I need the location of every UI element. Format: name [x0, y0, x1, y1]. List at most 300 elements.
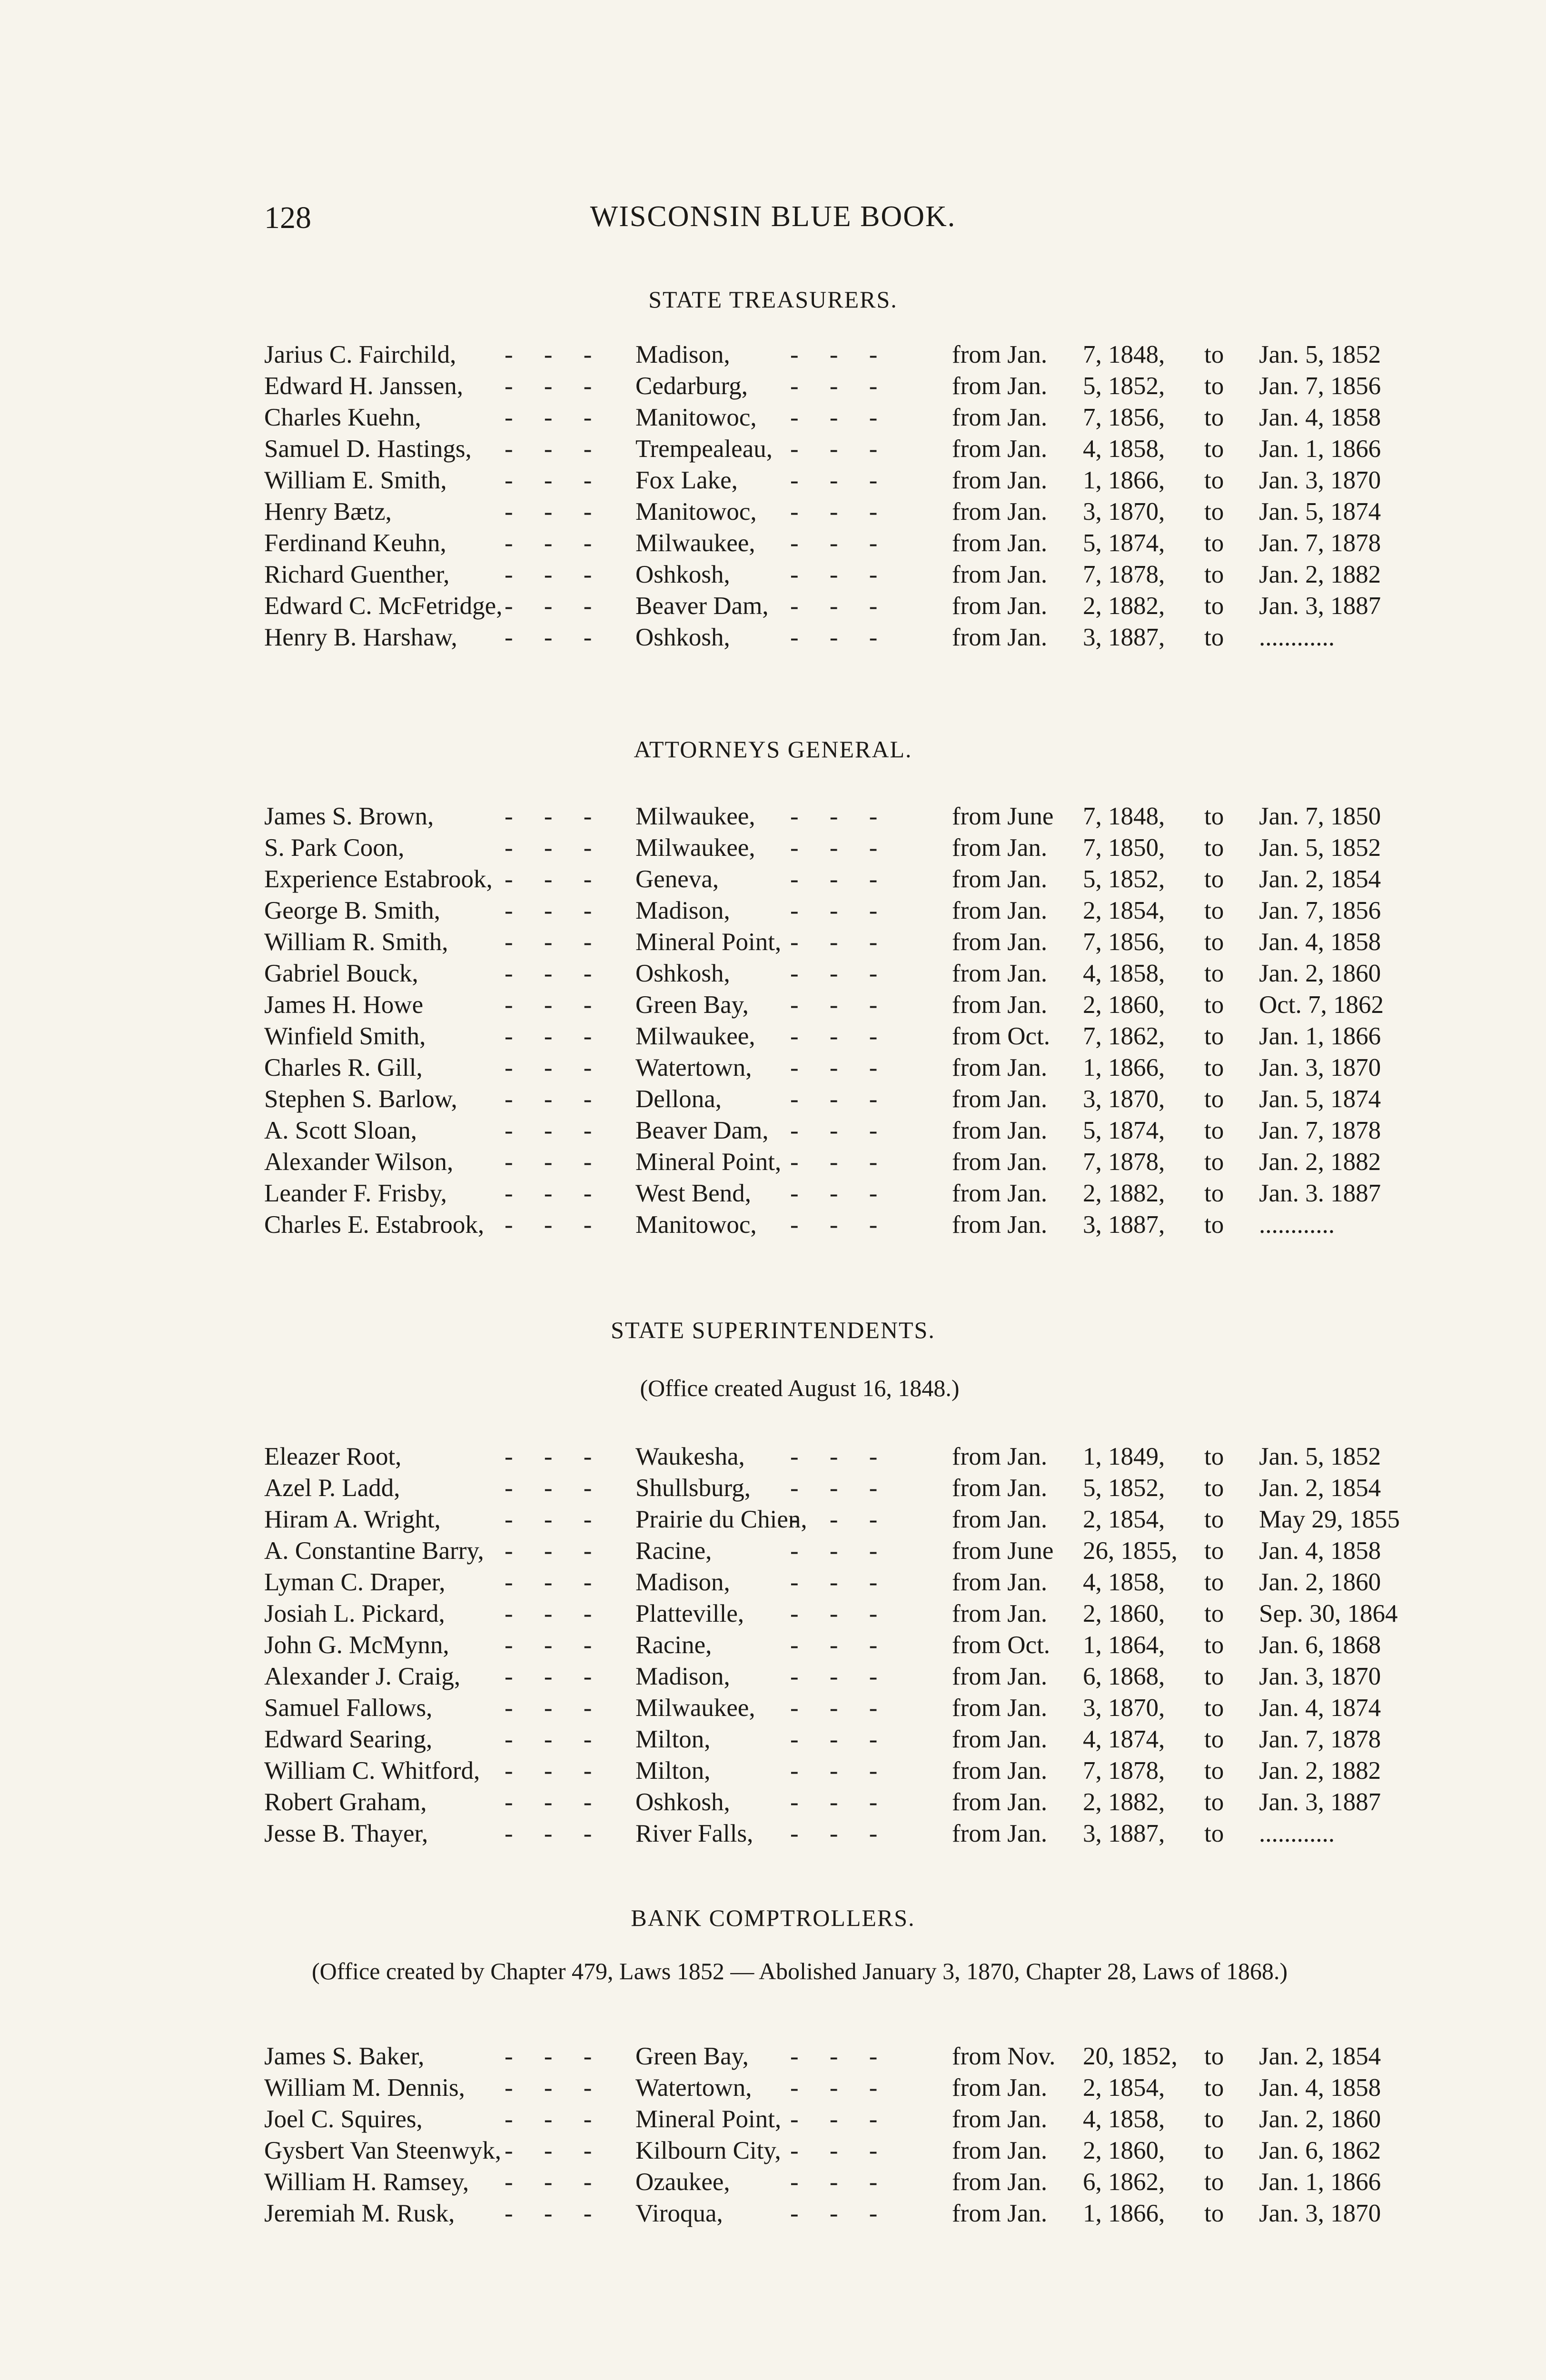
term-from-month: from Jan. — [952, 1600, 1048, 1627]
term-to-word: to — [1204, 803, 1224, 830]
officer-name: Edward Searing, — [264, 1726, 433, 1753]
term-from-date: 2, 1854, — [1083, 1506, 1165, 1533]
term-to-word: to — [1204, 1506, 1224, 1533]
leader-dashes: - - - — [505, 1443, 605, 1470]
leader-dashes: - - - — [790, 1180, 890, 1207]
term-from-month: from Jan. — [952, 1211, 1048, 1239]
officer-residence: Watertown, — [635, 1054, 752, 1081]
term-to-word: to — [1204, 1537, 1224, 1565]
term-from-date: 7, 1848, — [1083, 803, 1165, 830]
section-note: (Office created August 16, 1848.) — [640, 1375, 960, 1401]
officer-row — [0, 466, 1546, 497]
officer-list — [0, 1442, 1546, 1851]
officer-residence: Milwaukee, — [635, 529, 755, 557]
leader-dashes: - - - — [505, 529, 605, 557]
officer-row — [0, 2136, 1546, 2168]
term-to-word: to — [1204, 1820, 1224, 1847]
officer-name: Samuel Fallows, — [264, 1694, 433, 1722]
officer-name: Eleazer Root, — [264, 1443, 402, 1470]
leader-dashes: - - - — [790, 960, 890, 987]
leader-dashes: - - - — [505, 1054, 605, 1081]
term-to-word: to — [1204, 2200, 1224, 2227]
officer-row — [0, 623, 1546, 654]
leader-dashes: - - - — [505, 341, 605, 368]
officer-residence: Viroqua, — [635, 2200, 723, 2227]
term-from-date: 4, 1874, — [1083, 1726, 1165, 1753]
leader-dashes: - - - — [505, 2168, 605, 2196]
leader-dashes: - - - — [505, 1600, 605, 1627]
officer-residence: Geneva, — [635, 865, 719, 893]
officer-residence: Milwaukee, — [635, 1694, 755, 1722]
term-until: Jan. 3, 1870 — [1259, 1663, 1381, 1690]
leader-dashes: - - - — [505, 897, 605, 924]
leader-dashes: - - - — [790, 372, 890, 400]
term-from-month: from Jan. — [952, 1085, 1048, 1113]
term-from-month: from June — [952, 1537, 1054, 1565]
term-from-date: 3, 1870, — [1083, 1085, 1165, 1113]
officer-row — [0, 1599, 1546, 1631]
officer-residence: Waukesha, — [635, 1443, 745, 1470]
term-from-month: from Jan. — [952, 1820, 1048, 1847]
term-to-word: to — [1204, 2074, 1224, 2102]
term-from-month: from Jan. — [952, 1474, 1048, 1502]
term-to-word: to — [1204, 1211, 1224, 1239]
officer-name: Jeremiah M. Rusk, — [264, 2200, 455, 2227]
officer-name: A. Constantine Barry, — [264, 1537, 484, 1565]
leader-dashes: - - - — [790, 1663, 890, 1690]
leader-dashes: - - - — [505, 2200, 605, 2227]
term-from-month: from Jan. — [952, 2168, 1048, 2196]
leader-dashes: - - - — [790, 1117, 890, 1144]
term-from-month: from Oct. — [952, 1631, 1050, 1659]
officer-row — [0, 2042, 1546, 2073]
term-to-word: to — [1204, 435, 1224, 463]
term-until: Jan. 5, 1852 — [1259, 341, 1381, 368]
leader-dashes: - - - — [505, 865, 605, 893]
term-from-month: from Jan. — [952, 561, 1048, 588]
term-from-date: 3, 1887, — [1083, 1211, 1165, 1239]
term-until: Jan. 3, 1870 — [1259, 2200, 1381, 2227]
officer-name: Edward H. Janssen, — [264, 372, 464, 400]
officer-row — [0, 1725, 1546, 1756]
officer-row — [0, 1788, 1546, 1819]
officer-name: Richard Guenther, — [264, 561, 450, 588]
term-until: Sep. 30, 1864 — [1259, 1600, 1398, 1627]
term-until: Jan. 5, 1874 — [1259, 498, 1381, 526]
leader-dashes: - - - — [790, 1211, 890, 1239]
officer-row — [0, 959, 1546, 991]
term-to-word: to — [1204, 1474, 1224, 1502]
officer-residence: Prairie du Chien, — [635, 1506, 807, 1533]
leader-dashes: - - - — [505, 1211, 605, 1239]
leader-dashes: - - - — [505, 2137, 605, 2164]
term-until: Jan. 5, 1852 — [1259, 1443, 1381, 1470]
term-until: Jan. 2, 1860 — [1259, 960, 1381, 987]
leader-dashes: - - - — [790, 1443, 890, 1470]
term-from-month: from Jan. — [952, 1726, 1048, 1753]
leader-dashes: - - - — [505, 928, 605, 956]
officer-name: James S. Brown, — [264, 803, 434, 830]
term-to-word: to — [1204, 466, 1224, 494]
term-from-month: from Jan. — [952, 466, 1048, 494]
term-from-date: 2, 1882, — [1083, 1788, 1165, 1816]
leader-dashes: - - - — [790, 2168, 890, 2196]
officer-residence: Trempealeau, — [635, 435, 773, 463]
term-from-month: from Jan. — [952, 1788, 1048, 1816]
term-from-date: 7, 1862, — [1083, 1022, 1165, 1050]
officer-residence: Milwaukee, — [635, 834, 755, 862]
leader-dashes: - - - — [790, 404, 890, 431]
officer-row — [0, 1505, 1546, 1537]
term-to-word: to — [1204, 1568, 1224, 1596]
officer-residence: Milwaukee, — [635, 1022, 755, 1050]
leader-dashes: - - - — [505, 1757, 605, 1785]
leader-dashes: - - - — [505, 1180, 605, 1207]
term-from-date: 4, 1858, — [1083, 1568, 1165, 1596]
term-from-date: 2, 1882, — [1083, 592, 1165, 620]
term-from-month: from Jan. — [952, 2137, 1048, 2164]
officer-residence: Racine, — [635, 1631, 712, 1659]
term-from-date: 3, 1870, — [1083, 498, 1165, 526]
term-until: Jan. 3. 1887 — [1259, 1180, 1381, 1207]
officer-row — [0, 1116, 1546, 1148]
term-until: Jan. 2, 1882 — [1259, 561, 1381, 588]
term-from-date: 7, 1878, — [1083, 1148, 1165, 1176]
leader-dashes: - - - — [790, 1820, 890, 1847]
page-number: 128 — [264, 200, 311, 235]
officer-residence: Watertown, — [635, 2074, 752, 2102]
term-until: Jan. 3, 1887 — [1259, 1788, 1381, 1816]
leader-dashes: - - - — [505, 1694, 605, 1722]
term-from-month: from June — [952, 803, 1054, 830]
term-from-month: from Nov. — [952, 2043, 1056, 2070]
leader-dashes: - - - — [505, 1788, 605, 1816]
term-to-word: to — [1204, 561, 1224, 588]
officer-name: William R. Smith, — [264, 928, 448, 956]
leader-dashes: - - - — [790, 1788, 890, 1816]
term-until: Jan. 7, 1878 — [1259, 529, 1381, 557]
term-until: Jan. 4, 1858 — [1259, 2074, 1381, 2102]
leader-dashes: - - - — [505, 2105, 605, 2133]
term-from-month: from Jan. — [952, 1148, 1048, 1176]
officer-row — [0, 865, 1546, 896]
term-until: May 29, 1855 — [1259, 1506, 1400, 1533]
leader-dashes: - - - — [790, 928, 890, 956]
term-to-word: to — [1204, 897, 1224, 924]
term-from-month: from Jan. — [952, 498, 1048, 526]
term-to-word: to — [1204, 1694, 1224, 1722]
term-to-word: to — [1204, 2105, 1224, 2133]
term-until: Jan. 7, 1878 — [1259, 1117, 1381, 1144]
term-from-date: 2, 1854, — [1083, 897, 1165, 924]
term-from-month: from Jan. — [952, 2074, 1048, 2102]
term-until: Jan. 4, 1858 — [1259, 404, 1381, 431]
leader-dashes: - - - — [790, 2200, 890, 2227]
term-from-month: from Jan. — [952, 897, 1048, 924]
term-from-month: from Jan. — [952, 960, 1048, 987]
term-from-date: 7, 1850, — [1083, 834, 1165, 862]
leader-dashes: - - - — [790, 1694, 890, 1722]
leader-dashes: - - - — [505, 1148, 605, 1176]
term-until: Oct. 7, 1862 — [1259, 991, 1384, 1019]
term-from-date: 7, 1856, — [1083, 928, 1165, 956]
term-until: ............ — [1259, 1211, 1335, 1239]
officer-name: Ferdinand Keuhn, — [264, 529, 446, 557]
term-from-month: from Oct. — [952, 1022, 1050, 1050]
officer-row — [0, 1022, 1546, 1053]
officer-residence: Milwaukee, — [635, 803, 755, 830]
officer-row — [0, 592, 1546, 623]
term-to-word: to — [1204, 1054, 1224, 1081]
term-to-word: to — [1204, 341, 1224, 368]
term-from-month: from Jan. — [952, 1443, 1048, 1470]
term-to-word: to — [1204, 1443, 1224, 1470]
leader-dashes: - - - — [790, 529, 890, 557]
officer-name: Gysbert Van Steenwyk, — [264, 2137, 502, 2164]
term-until: Jan. 2, 1860 — [1259, 2105, 1381, 2133]
term-until: Jan. 2, 1860 — [1259, 1568, 1381, 1596]
leader-dashes: - - - — [505, 498, 605, 526]
term-until: Jan. 7, 1850 — [1259, 803, 1381, 830]
term-from-month: from Jan. — [952, 341, 1048, 368]
term-from-date: 6, 1862, — [1083, 2168, 1165, 2196]
officer-name: Josiah L. Pickard, — [264, 1600, 445, 1627]
leader-dashes: - - - — [505, 803, 605, 830]
leader-dashes: - - - — [790, 1506, 890, 1533]
leader-dashes: - - - — [790, 1757, 890, 1785]
officer-row — [0, 497, 1546, 529]
term-to-word: to — [1204, 1117, 1224, 1144]
leader-dashes: - - - — [790, 2137, 890, 2164]
leader-dashes: - - - — [790, 1568, 890, 1596]
officer-name: Joel C. Squires, — [264, 2105, 423, 2133]
officer-residence: River Falls, — [635, 1820, 753, 1847]
officer-list — [0, 802, 1546, 1242]
officer-name: William M. Dennis, — [264, 2074, 465, 2102]
leader-dashes: - - - — [505, 1506, 605, 1533]
term-from-month: from Jan. — [952, 1506, 1048, 1533]
term-from-date: 5, 1852, — [1083, 865, 1165, 893]
term-until: Jan. 1, 1866 — [1259, 2168, 1381, 2196]
term-to-word: to — [1204, 1757, 1224, 1785]
leader-dashes: - - - — [790, 1148, 890, 1176]
officer-row — [0, 2168, 1546, 2199]
leader-dashes: - - - — [505, 1726, 605, 1753]
term-from-date: 7, 1848, — [1083, 341, 1165, 368]
officer-name: Henry B. Harshaw, — [264, 624, 457, 651]
leader-dashes: - - - — [505, 991, 605, 1019]
term-until: Jan. 7, 1878 — [1259, 1726, 1381, 1753]
officer-row — [0, 2199, 1546, 2231]
leader-dashes: - - - — [505, 592, 605, 620]
leader-dashes: - - - — [790, 1600, 890, 1627]
leader-dashes: - - - — [505, 2043, 605, 2070]
officer-name: Azel P. Ladd, — [264, 1474, 400, 1502]
term-from-month: from Jan. — [952, 991, 1048, 1019]
officer-name: Jarius C. Fairchild, — [264, 341, 456, 368]
leader-dashes: - - - — [505, 2074, 605, 2102]
term-until: Jan. 3, 1887 — [1259, 592, 1381, 620]
term-from-month: from Jan. — [952, 435, 1048, 463]
term-to-word: to — [1204, 2168, 1224, 2196]
term-until: Jan. 2, 1882 — [1259, 1757, 1381, 1785]
leader-dashes: - - - — [790, 865, 890, 893]
leader-dashes: - - - — [790, 1474, 890, 1502]
term-until: Jan. 4, 1858 — [1259, 928, 1381, 956]
officer-residence: Racine, — [635, 1537, 712, 1565]
officer-row — [0, 1179, 1546, 1210]
term-until: Jan. 6, 1868 — [1259, 1631, 1381, 1659]
term-from-month: from Jan. — [952, 1757, 1048, 1785]
running-title: WISCONSIN BLUE BOOK. — [590, 200, 956, 233]
leader-dashes: - - - — [505, 1117, 605, 1144]
term-until: Jan. 2, 1854 — [1259, 1474, 1381, 1502]
term-to-word: to — [1204, 404, 1224, 431]
term-from-date: 3, 1887, — [1083, 1820, 1165, 1847]
officer-name: James S. Baker, — [264, 2043, 425, 2070]
term-from-month: from Jan. — [952, 624, 1048, 651]
officer-residence: Manitowoc, — [635, 1211, 757, 1239]
term-from-month: from Jan. — [952, 592, 1048, 620]
term-from-month: from Jan. — [952, 404, 1048, 431]
officer-residence: Mineral Point, — [635, 2105, 782, 2133]
leader-dashes: - - - — [790, 592, 890, 620]
term-until: Jan. 6, 1862 — [1259, 2137, 1381, 2164]
officer-name: Gabriel Bouck, — [264, 960, 418, 987]
officer-row — [0, 1053, 1546, 1085]
section-title: STATE TREASURERS. — [648, 286, 898, 313]
term-from-month: from Jan. — [952, 1568, 1048, 1596]
term-until: Jan. 7, 1856 — [1259, 372, 1381, 400]
leader-dashes: - - - — [790, 341, 890, 368]
term-until: Jan. 1, 1866 — [1259, 435, 1381, 463]
officer-name: S. Park Coon, — [264, 834, 405, 862]
term-until: Jan. 2, 1854 — [1259, 2043, 1381, 2070]
term-from-month: from Jan. — [952, 529, 1048, 557]
officer-residence: Mineral Point, — [635, 928, 782, 956]
officer-residence: Cedarburg, — [635, 372, 748, 400]
officer-residence: Madison, — [635, 1568, 730, 1596]
term-to-word: to — [1204, 2137, 1224, 2164]
term-until: ............ — [1259, 624, 1335, 651]
officer-list — [0, 2042, 1546, 2231]
officer-name: Stephen S. Barlow, — [264, 1085, 457, 1113]
leader-dashes: - - - — [505, 435, 605, 463]
term-from-date: 3, 1887, — [1083, 624, 1165, 651]
term-to-word: to — [1204, 624, 1224, 651]
term-to-word: to — [1204, 865, 1224, 893]
term-from-date: 26, 1855, — [1083, 1537, 1178, 1565]
officer-name: William E. Smith, — [264, 466, 447, 494]
term-from-date: 2, 1882, — [1083, 1180, 1165, 1207]
leader-dashes: - - - — [790, 1537, 890, 1565]
officer-name: Robert Graham, — [264, 1788, 427, 1816]
term-from-date: 2, 1860, — [1083, 1600, 1165, 1627]
officer-name: A. Scott Sloan, — [264, 1117, 417, 1144]
leader-dashes: - - - — [790, 1022, 890, 1050]
officer-residence: Oshkosh, — [635, 561, 730, 588]
officer-name: Charles Kuehn, — [264, 404, 421, 431]
officer-name: Charles E. Estabrook, — [264, 1211, 485, 1239]
term-until: Jan. 3, 1870 — [1259, 1054, 1381, 1081]
term-to-word: to — [1204, 1022, 1224, 1050]
leader-dashes: - - - — [505, 561, 605, 588]
term-from-date: 1, 1849, — [1083, 1443, 1165, 1470]
term-from-month: from Jan. — [952, 1117, 1048, 1144]
leader-dashes: - - - — [790, 624, 890, 651]
officer-row — [0, 1210, 1546, 1242]
officer-residence: Madison, — [635, 1663, 730, 1690]
officer-row — [0, 372, 1546, 403]
officer-residence: Green Bay, — [635, 2043, 749, 2070]
officer-residence: Beaver Dam, — [635, 592, 769, 620]
officer-row — [0, 1819, 1546, 1851]
term-to-word: to — [1204, 1180, 1224, 1207]
officer-row — [0, 1085, 1546, 1116]
term-until: Jan. 5, 1852 — [1259, 834, 1381, 862]
officer-name: Hiram A. Wright, — [264, 1506, 441, 1533]
section-title: ATTORNEYS GENERAL. — [634, 736, 912, 763]
leader-dashes: - - - — [505, 1022, 605, 1050]
leader-dashes: - - - — [505, 1820, 605, 1847]
officer-residence: Dellona, — [635, 1085, 722, 1113]
term-to-word: to — [1204, 960, 1224, 987]
term-to-word: to — [1204, 1788, 1224, 1816]
officer-name: William H. Ramsey, — [264, 2168, 469, 2196]
officer-residence: Madison, — [635, 897, 730, 924]
officer-residence: Beaver Dam, — [635, 1117, 769, 1144]
leader-dashes: - - - — [505, 1663, 605, 1690]
term-to-word: to — [1204, 928, 1224, 956]
term-until: Jan. 1, 1866 — [1259, 1022, 1381, 1050]
officer-name: Samuel D. Hastings, — [264, 435, 472, 463]
term-from-date: 5, 1852, — [1083, 372, 1165, 400]
term-from-month: from Jan. — [952, 1180, 1048, 1207]
leader-dashes: - - - — [790, 897, 890, 924]
term-from-date: 7, 1878, — [1083, 561, 1165, 588]
officer-residence: Green Bay, — [635, 991, 749, 1019]
officer-list — [0, 340, 1546, 654]
officer-row — [0, 1631, 1546, 1662]
officer-row — [0, 435, 1546, 466]
officer-name: Charles R. Gill, — [264, 1054, 423, 1081]
officer-residence: West Bend, — [635, 1180, 752, 1207]
officer-residence: Madison, — [635, 341, 730, 368]
leader-dashes: - - - — [790, 1085, 890, 1113]
term-until: Jan. 7, 1856 — [1259, 897, 1381, 924]
leader-dashes: - - - — [505, 1568, 605, 1596]
officer-residence: Milton, — [635, 1757, 711, 1785]
term-from-date: 4, 1858, — [1083, 435, 1165, 463]
officer-name: Edward C. McFetridge, — [264, 592, 503, 620]
term-from-date: 1, 1866, — [1083, 1054, 1165, 1081]
officer-residence: Mineral Point, — [635, 1148, 782, 1176]
leader-dashes: - - - — [790, 2043, 890, 2070]
officer-name: Alexander Wilson, — [264, 1148, 454, 1176]
term-to-word: to — [1204, 1148, 1224, 1176]
officer-row — [0, 1148, 1546, 1179]
term-from-date: 2, 1854, — [1083, 2074, 1165, 2102]
term-to-word: to — [1204, 529, 1224, 557]
term-until: Jan. 4, 1858 — [1259, 1537, 1381, 1565]
term-from-date: 1, 1864, — [1083, 1631, 1165, 1659]
term-from-month: from Jan. — [952, 928, 1048, 956]
term-until: Jan. 2, 1882 — [1259, 1148, 1381, 1176]
term-from-date: 2, 1860, — [1083, 2137, 1165, 2164]
leader-dashes: - - - — [790, 498, 890, 526]
term-to-word: to — [1204, 2043, 1224, 2070]
leader-dashes: - - - — [790, 1631, 890, 1659]
